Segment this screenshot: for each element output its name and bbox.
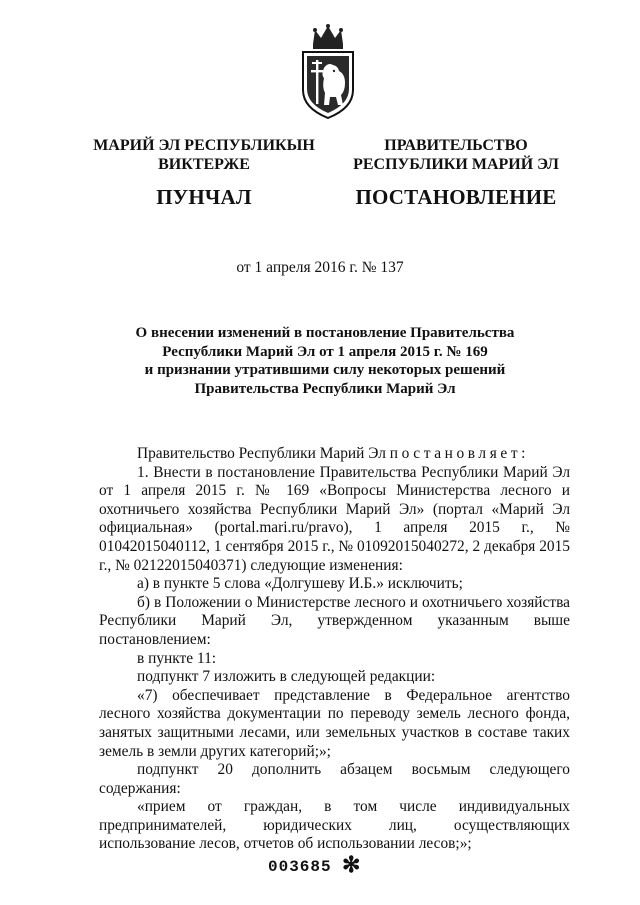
- body-item-point-11: в пункте 11:: [137, 649, 217, 667]
- body-intro-verb: постановляет:: [389, 445, 530, 462]
- coat-of-arms-icon: [299, 24, 357, 120]
- body-intro-text: Правительство Республики Марий Эл: [137, 445, 390, 462]
- body-item-subpoint-20: подпункт 20 дополнить абзацем восьмым следующего содержания:: [99, 761, 570, 797]
- document-date-number: от 1 апреля 2016 г. № 137: [236, 259, 404, 276]
- body-item-quote-7: «7) обеспечивает представление в Федеральное агентство лесного хозяйства документации по переводу земель лесного фонда, занятых защитными лесами, или земельных участков в составе таких земель в земли других категорий;»;: [99, 686, 570, 760]
- header-left-line1: МАРИЙ ЭЛ РЕСПУБЛИКЫН: [93, 137, 315, 154]
- header-left-line2: ВИКТЕРЖЕ: [158, 156, 250, 173]
- header-right-line1: ПРАВИТЕЛЬСТВО: [384, 137, 528, 154]
- serial-number: 003685: [268, 858, 332, 876]
- document-title: [100, 324, 550, 398]
- title-line-2: Республики Марий Эл от 1 апреля 2015 г. № 169: [162, 343, 488, 360]
- body-item-b: б) в Положении о Министерстве лесного и охотничьего хозяйства Республики Марий Эл, утвержденном указанным выше постановлением:: [99, 593, 570, 648]
- body-intro: [99, 445, 570, 464]
- header-right-line2: РЕСПУБЛИКИ МАРИЙ ЭЛ: [353, 156, 559, 173]
- header-left: [86, 136, 322, 209]
- body-item-a: а) в пункте 5 слова «Долгушеву И.Б.» исключить;: [137, 575, 463, 593]
- body-item-quote-reception: «прием от граждан, в том числе индивидуальных предпринимателей, юридических лиц, осуществляющих использование лесов, отчетов об использовании лесов;»;: [99, 798, 570, 853]
- title-line-4: Правительства Республики Марий Эл: [194, 380, 456, 397]
- header-right: [338, 136, 574, 209]
- body-item-subpoint-7: подпункт 7 изложить в следующей редакции:: [137, 668, 436, 686]
- asterisk-mark-icon: ✻: [342, 852, 361, 877]
- header-right-title: ПОСТАНОВЛЕНИЕ: [355, 185, 557, 209]
- header-left-title: ПУНЧАЛ: [156, 185, 252, 209]
- title-line-3: и признании утратившими силу некоторых решений: [144, 362, 506, 378]
- document-body: [99, 445, 570, 854]
- title-line-1: О внесении изменений в постановление Правительства: [135, 325, 515, 341]
- body-item-1: 1. Внести в постановление Правительства Республики Марий Эл от 1 апреля 2015 г. № 169 «Вопросы Министерства лесного и охотничьего хозяйства Республики Марий Эл» (портал «Марий Эл официальная» (portal.mari.ru/pravo), 1 апреля 2015 г., № 01042015040112, 1 сентября 2015 г., № 01092015040272, 2 декабря 2015 г., № 02122015040371) следующие изменения:: [99, 463, 570, 574]
